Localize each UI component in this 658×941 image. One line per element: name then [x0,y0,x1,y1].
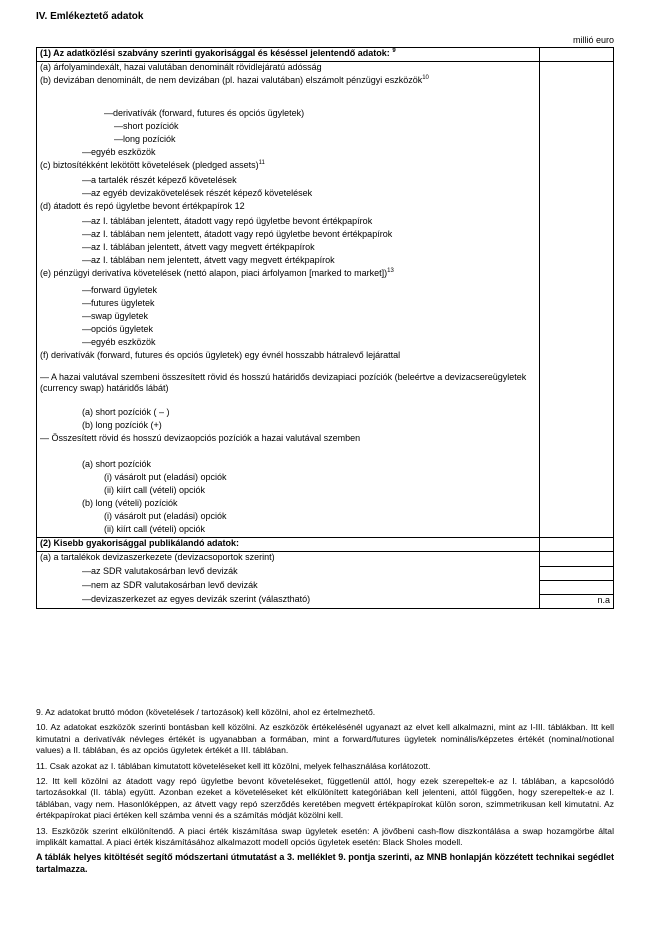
value-cell [540,552,614,567]
value-cell [540,188,614,201]
row-label: (e) pénzügyi derivatíva követelések (nettó alapon, piaci árfolyamon [marked to market]) [40,268,388,278]
memo-items-table [36,47,614,609]
table-row [37,566,614,580]
value-cell [540,134,614,147]
row-label: (a) a tartalékok devizaszerkezete (devizacsoportok szerint) [40,552,275,562]
value-cell [540,472,614,485]
row-label: —a tartalék részét képező követelések [82,175,237,185]
row-label: (i) vásárolt put (eladási) opciók [104,472,227,482]
footnote-item: 12. Itt kell közölni az átadott vagy repó ügyletbe bevont követeléseket, függetlenül attól, hogy ezek szerepeltek-e az I. táblában, a kapcsolódó tartozásokkal (II. tábla) együtt. Azonban ezeket a követeléseket két elkülönített kategóriában kell jelenteni, attól függően, hogy szerepeltek-e az I. táblában, vagy nem. Hasonlóképpen, az átvett vagy repó szerződés keretében megvett értékpapírokat külön soron, szimmetrikusan kell kimutatni. Az értékpapírokat piaci értéken kell számba venni és a számítás módját közölni kell. [36,776,614,821]
table-row [37,229,614,242]
row-label: (ii) kiírt call (vételi) opciók [104,524,206,534]
value-cell [540,160,614,175]
row-label: (b) long pozíciók (+) [82,420,162,430]
footnote-ref: 10 [422,75,429,81]
row-label: (a) árfolyamindexált, hazai valutában denominált rövidlejáratú adósság [40,62,322,72]
row-label: (ii) kiírt call (vételi) opciók [104,485,206,495]
row-label: —az I. táblában nem jelentett, átadott vagy repó ügyletbe bevont értékpapírok [82,229,393,239]
methodology-note: A táblák helyes kitöltését segítő módszertani útmutatást a 3. melléklet 9. pontja szerinti, az MNB honlapján közzétett technikai segédlet tartalmazza. [36,852,614,874]
table-row [37,552,614,567]
table-row [37,311,614,324]
section-2-header [37,538,614,552]
table-row [37,242,614,255]
row-label: — Összesített rövid és hosszú devizaopciós pozíciók a hazai valutával szemben [40,433,361,443]
row-label: (b) long (vételi) pozíciók [82,498,178,508]
table-row [37,62,614,76]
value-cell [540,337,614,350]
row-label: (d) átadott és repó ügyletbe bevont értékpapírok 12 [40,201,245,211]
row-label: —long pozíciók [114,134,176,144]
row-label: —futures ügyletek [82,298,155,308]
value-cell: n.a [540,594,614,609]
table-row [37,594,614,609]
value-cell [540,229,614,242]
table-row [37,580,614,594]
table-row [37,407,614,420]
value-cell [540,216,614,229]
section-1-footnote-ref: 9 [392,48,396,54]
footnote-item: 13. Eszközök szerint elkülönítendő. A piaci érték kiszámítása swap ügyletek esetén: A jövőbeni cash-flow diszkontálása a swap hozamgörbe által implikált kamattal. A piaci érték kiszámításához alkalmazott modell opciós ügyletek esetén: Black Sholes modell. [36,825,614,848]
section-heading: IV. Emlékeztető adatok [36,11,144,22]
value-cell [540,350,614,372]
value-cell [540,511,614,524]
table-row [37,524,614,538]
table-row [37,147,614,160]
value-cell [540,372,614,407]
row-label: —opciós ügyletek [82,324,154,334]
row-label: —nem az SDR valutakosárban levő devizák [82,580,258,590]
value-cell [540,255,614,268]
table-row [37,511,614,524]
footnote-ref: 13 [387,268,394,274]
table-row [37,160,614,175]
table-row [37,485,614,498]
row-label: — A hazai valutával szembeni összesített rövid és hosszú határidős devizapiaci pozíciók (beleértve a devizacsereügyletek (currency swap) határidős lábát) [40,372,527,394]
table-row [37,175,614,188]
row-label: —forward ügyletek [82,285,158,295]
footnote-item: 9. Az adatokat bruttó módon (követelések / tartozások) kell közölni, ahol ez értelmezhető. [36,707,376,717]
table-row [37,498,614,511]
value-cell [540,566,614,580]
table-row [37,420,614,433]
value-cell [540,324,614,337]
table-row [37,75,614,108]
value-cell [540,298,614,311]
row-label: (b) devizában denominált, de nem devizában (pl. hazai valutában) elszámolt pénzügyi eszközök [40,75,423,85]
section-1-title: (1) Az adatközlési szabvány szerinti gyakorisággal és késéssel jelentendő adatok: [40,48,390,58]
table-row [37,255,614,268]
table-row [37,268,614,285]
row-label: —derivatívák (forward, futures és opciós ügyletek) [104,108,305,118]
table-row [37,324,614,337]
row-label: —az SDR valutakosárban levő devizák [82,566,238,576]
table-row [37,459,614,472]
table-row [37,372,614,407]
value-cell [540,580,614,594]
table-row [37,108,614,121]
table-row [37,216,614,229]
row-label: —egyéb eszközök [82,337,156,347]
row-label: —egyéb eszközök [82,147,156,157]
value-cell [540,311,614,324]
value-cell [540,108,614,121]
footnote-item: 11. Csak azokat az I. táblában kimutatott követeléseket kell itt közölni, melyek felhasználása korlátozott. [36,760,431,771]
row-label: (c) biztosítékként lekötött követelések (pledged assets) [40,160,259,170]
value-cell [540,242,614,255]
section-2-title: (2) Kisebb gyakorisággal publikálandó adatok: [40,538,240,548]
row-label: —swap ügyletek [82,311,149,321]
table-row [37,201,614,216]
value-cell [540,459,614,472]
value-cell [540,268,614,285]
row-label: (a) short pozíciók [82,459,152,469]
footnote-ref: 11 [258,160,265,166]
table-row [37,472,614,485]
value-cell [540,485,614,498]
value-cell [540,75,614,108]
footnote-item: 10. Az adatokat eszközök szerinti bontásban kell közölni. Az eszközök értékelésénél ugyanazt az elvet kell alkalmazni, mint az I-III. táblákban. Itt kell kimutatni a derivatívák névleges értékét is ugyanabban a formában, mint a forward/futures ügyletek nominális/képzetes értékét (nominal/notional values) a II. táblában, és az opciós ügyletek értékét a III. táblában. [36,722,614,756]
table-row [37,121,614,134]
value-cell [540,62,614,76]
table-row [37,188,614,201]
table-row [37,298,614,311]
table-row [37,285,614,298]
table-row [37,350,614,372]
value-cell [540,147,614,160]
row-label: (a) short pozíciók ( – ) [82,407,170,417]
row-label: —az egyéb devizakövetelések részét képező követelések [82,188,313,198]
value-cell [540,175,614,188]
table-row [37,433,614,459]
row-label: —az I. táblában jelentett, átadott vagy repó ügyletbe bevont értékpapírok [82,216,373,226]
section-1-header [37,48,614,62]
value-cell [540,524,614,538]
value-cell [540,407,614,420]
value-cell [540,121,614,134]
value-cell [540,433,614,459]
footnotes [36,707,614,879]
table-row [37,337,614,350]
value-cell [540,420,614,433]
value-cell [540,498,614,511]
row-label: —short pozíciók [114,121,179,131]
row-label: —az I. táblában nem jelentett, átvett vagy megvett értékpapírok [82,255,335,265]
unit-label: millió euro [572,35,614,45]
value-cell [540,201,614,216]
row-label: —az I. táblában jelentett, átvett vagy megvett értékpapírok [82,242,315,252]
value-cell [540,285,614,298]
table-row [37,134,614,147]
row-label: —devizaszerkezet az egyes devizák szerint (választható) [82,594,311,604]
row-label: (i) vásárolt put (eladási) opciók [104,511,227,521]
row-label: (f) derivatívák (forward, futures és opciós ügyletek) egy évnél hosszabb hátralevő lejárattal [40,350,401,360]
